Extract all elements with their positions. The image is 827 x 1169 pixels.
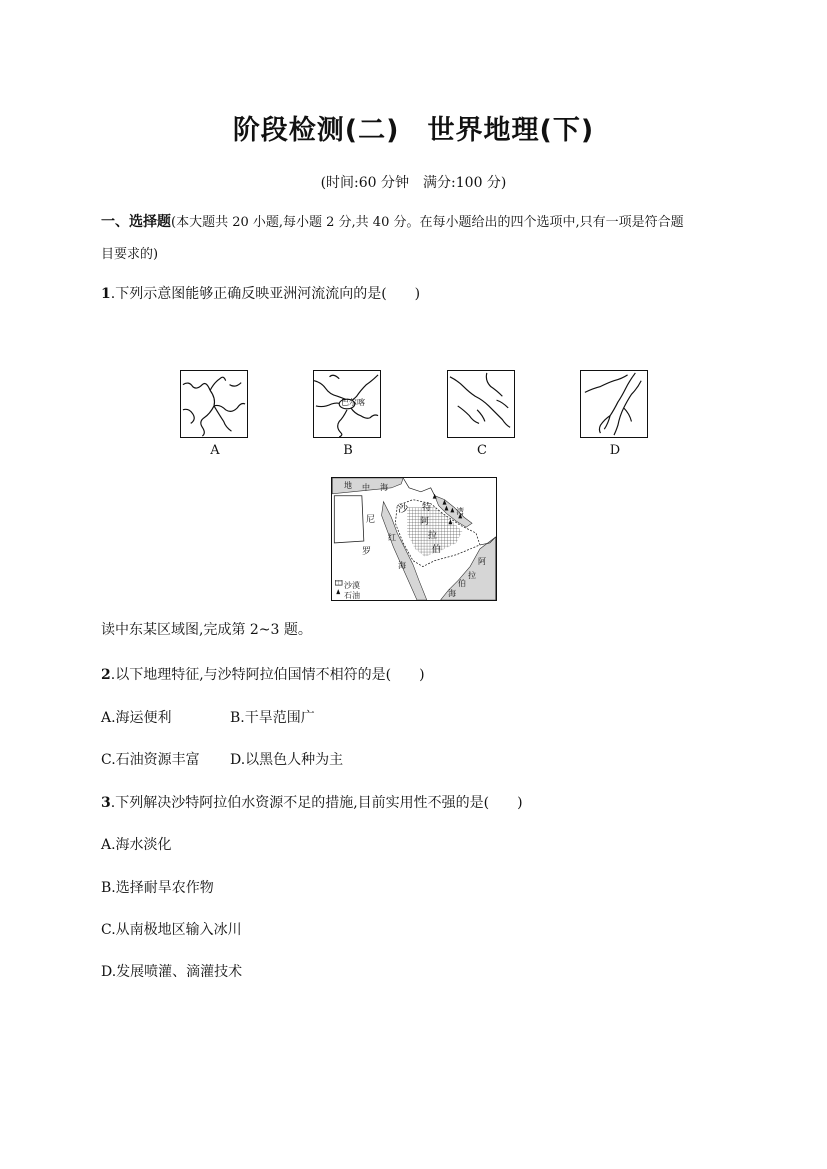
question-3-text: .下列解决沙特阿拉伯水资源不足的措施,目前实用性不强的是( ) [110, 795, 523, 811]
map-label-luo: 罗 [362, 547, 372, 557]
legend-desert: 沙漠 [344, 581, 360, 590]
question-1-text: .下列示意图能够正确反映亚洲河流流向的是( ) [110, 286, 421, 302]
map-label-hai3: 海 [448, 589, 456, 598]
map-instruction: 读中东某区域图,完成第 2~3 题。 [101, 622, 312, 638]
map-label-bo2: 伯 [458, 579, 466, 588]
middle-east-map [331, 477, 497, 601]
map-label-sha: 沙 [398, 504, 408, 515]
map-label-yu: 阿 [478, 557, 486, 566]
q2-option-a: A.海运便利 [101, 710, 172, 726]
map-label-hai2: 海 [398, 561, 406, 570]
map-label-la: 拉 [428, 531, 438, 541]
map-label-ni: 尼 [366, 515, 376, 525]
question-1 [101, 284, 420, 304]
legend-oil: 石油 [344, 591, 360, 600]
map-label-la2: 拉 [468, 571, 476, 580]
river-diagram-a [180, 370, 248, 438]
page-title: 阶段检测(二) 世界地理(下) [232, 115, 595, 146]
question-3-number: 3 [101, 795, 111, 811]
lake-label: 巴尔喀 [341, 398, 365, 407]
diagram-label-d: D [609, 443, 621, 458]
q3-option-a: A.海水淡化 [101, 837, 172, 853]
map-label-te: 特 [422, 503, 432, 513]
map-label-wan: 湾 [456, 507, 464, 516]
q3-option-b: B.选择耐旱农作物 [101, 880, 214, 896]
map-label-hai: 海 [380, 483, 388, 492]
exam-info: (时间:60 分钟 满分:100 分) [320, 175, 507, 191]
question-2 [101, 665, 425, 685]
map-label-a: 阿 [420, 517, 430, 527]
question-1-number: 1 [101, 286, 111, 302]
map-label-hong: 红 [388, 533, 396, 542]
diagram-label-a: A [210, 443, 220, 458]
q3-option-c: C.从南极地区输入冰川 [101, 922, 242, 938]
river-diagram-d [580, 370, 648, 438]
question-2-text: .以下地理特征,与沙特阿拉伯国情不相符的是( ) [110, 667, 425, 683]
q2-option-d: D.以黑色人种为主 [230, 752, 344, 768]
map-label-di: 地 [344, 481, 352, 490]
q3-option-d: D.发展喷灌、滴灌技术 [101, 964, 243, 980]
map-label-bo: 伯 [432, 545, 442, 555]
diagram-label-b: B [343, 443, 353, 458]
question-2-number: 2 [101, 667, 111, 683]
section-heading: 一、选择题 [101, 214, 171, 230]
q2-option-b: B.干旱范围广 [230, 710, 315, 726]
section-description [101, 212, 741, 233]
section-desc-line2: 目要求的) [101, 247, 159, 262]
q2-option-c: C.石油资源丰富 [101, 752, 200, 768]
section-desc-line1: (本大题共 20 小题,每小题 2 分,共 40 分。在每小题给出的四个选项中,只有一项是符合题 [171, 215, 684, 230]
diagram-label-c: C [477, 443, 487, 458]
map-label-zhong: 中 [362, 483, 370, 492]
question-3 [101, 793, 523, 813]
river-diagram-c [447, 370, 515, 438]
